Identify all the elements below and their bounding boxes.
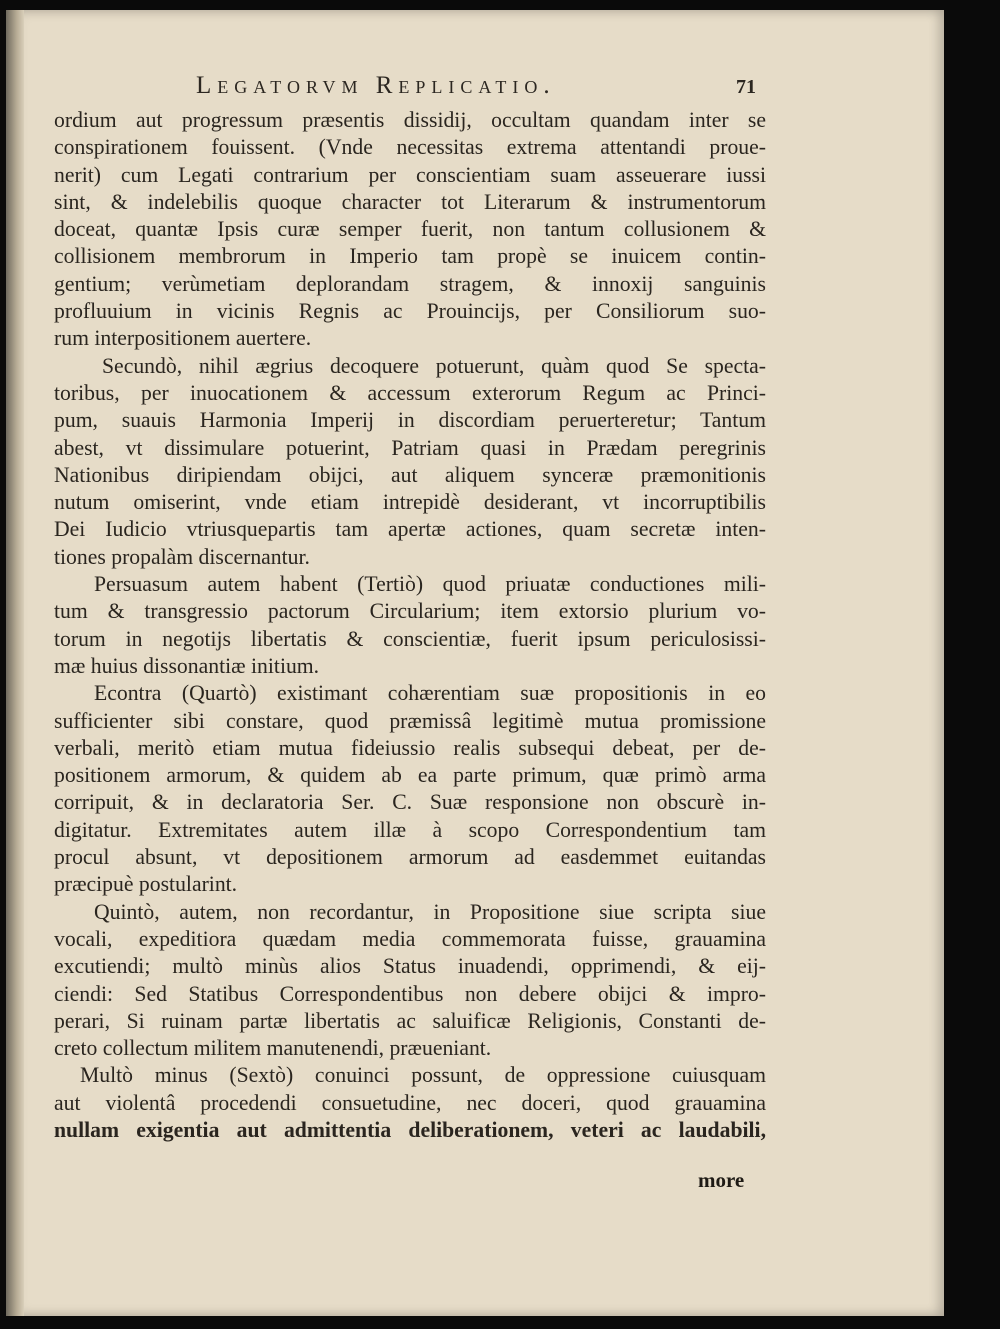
text-line: abest, vt dissimulare potuerint, Patriam quasi in Prædam peregrinis bbox=[54, 435, 766, 460]
text-line: toribus, per inuocationem & accessum exterorum Regum ac Princi- bbox=[54, 380, 766, 405]
text-line: positionem armorum, & quidem ab ea parte primum, quæ primò arma bbox=[54, 763, 766, 788]
text-line: vocali, expeditiora quædam media commemorata fuisse, grauamina bbox=[54, 926, 766, 951]
text-line: perari, Si ruinam partæ libertatis ac saluificæ Religionis, Constanti de- bbox=[54, 1008, 766, 1033]
text-line: Nationibus diripiendam obijci, aut aliquem synceræ præmonitionis bbox=[54, 462, 766, 487]
text-line: gentium; verùmetiam deplorandam stragem, & innoxij sanguinis bbox=[54, 271, 766, 296]
running-title: Legatorvm Replicatio. bbox=[196, 72, 556, 99]
catchword: more bbox=[698, 1168, 745, 1192]
text-line: Econtra (Quartò) existimant cohærentiam suæ propositionis in eo bbox=[94, 681, 766, 706]
text-line: ordium aut progressum præsentis dissidij, occultam quandam inter se bbox=[54, 108, 766, 132]
text-line: collisionem membrorum in Imperio tam propè se inuicem contin- bbox=[54, 244, 766, 269]
text-line: præcipuè postularint. bbox=[54, 872, 238, 897]
text-line: nerit) cum Legati contrarium per conscientiam suam asseuerare iussi bbox=[54, 162, 766, 187]
text-line: Multò minus (Sextò) conuinci possunt, de oppressione cuiusquam bbox=[80, 1063, 766, 1088]
text-line: aut violentâ procedendi consuetudine, nec doceri, quod grauamina bbox=[54, 1090, 766, 1115]
text-line: nullam exigentia aut admittentia deliberationem, veteri ac laudabili, bbox=[54, 1117, 766, 1142]
book-page bbox=[6, 10, 944, 1316]
text-line: sint, & indelebilis quoque character tot Literarum & instrumentorum bbox=[54, 189, 766, 214]
text-line: Secundò, nihil ægrius decoquere potuerunt, quàm quod Se specta- bbox=[102, 353, 766, 378]
text-line: profluuium in vicinis Regnis ac Prouincijs, per Consiliorum suo- bbox=[54, 299, 766, 324]
text-line: pum, suauis Harmonia Imperij in discordiam peruerteretur; Tantum bbox=[54, 408, 766, 433]
text-line: corripuit, & in declaratoria Ser. C. Suæ responsione non obscurè in- bbox=[54, 790, 766, 815]
text-line: ciendi: Sed Statibus Correspondentibus non debere obijci & impro- bbox=[54, 981, 766, 1006]
text-line: procul absunt, vt depositionem armorum ad easdemmet euitandas bbox=[54, 845, 766, 870]
text-line: creto collectum militem manutenendi, præueniant. bbox=[54, 1036, 492, 1061]
page-binding-edge bbox=[6, 10, 24, 1316]
body-text bbox=[54, 107, 766, 1144]
text-line: tiones propalàm discernantur. bbox=[54, 544, 310, 569]
text-line: verbali, meritò etiam mutua fideiussio realis subsequi debeat, per de- bbox=[54, 735, 766, 760]
text-line: rum interpositionem auertere. bbox=[54, 326, 312, 351]
text-line: tum & transgressio pactorum Circularium; item extorsio plurium vo- bbox=[54, 599, 766, 624]
text-line: Persuasum autem habent (Tertiò) quod priuatæ conductiones mili- bbox=[94, 572, 766, 597]
text-line: doceat, quantæ Ipsis curæ semper fuerit, non tantum collusionem & bbox=[54, 217, 766, 242]
text-line: Quintò, autem, non recordantur, in Propositione siue scripta siue bbox=[94, 899, 766, 924]
text-line: Dei Iudicio vtriusquepartis tam apertæ actiones, quam secretæ inten- bbox=[54, 517, 766, 542]
running-head bbox=[196, 72, 896, 112]
text-line: conspirationem fouissent. (Vnde necessitas extrema attentandi proue- bbox=[54, 135, 766, 160]
text-line: excutiendi; multò minùs alios Status inuadendi, opprimendi, & eij- bbox=[54, 954, 766, 979]
text-line: sufficienter sibi constare, quod præmissâ legitimè mutua promissione bbox=[54, 708, 766, 733]
text-line: torum in negotijs libertatis & conscientiæ, fuerit ipsum periculosissi- bbox=[54, 626, 766, 651]
page-number: 71 bbox=[736, 76, 756, 98]
text-line: digitatur. Extremitates autem illæ à scopo Correspondentium tam bbox=[54, 817, 766, 842]
text-line: nutum omiserint, vnde etiam intrepidè desiderant, vt incorruptibilis bbox=[54, 490, 766, 515]
text-line: mæ huius dissonantiæ initium. bbox=[54, 653, 320, 678]
